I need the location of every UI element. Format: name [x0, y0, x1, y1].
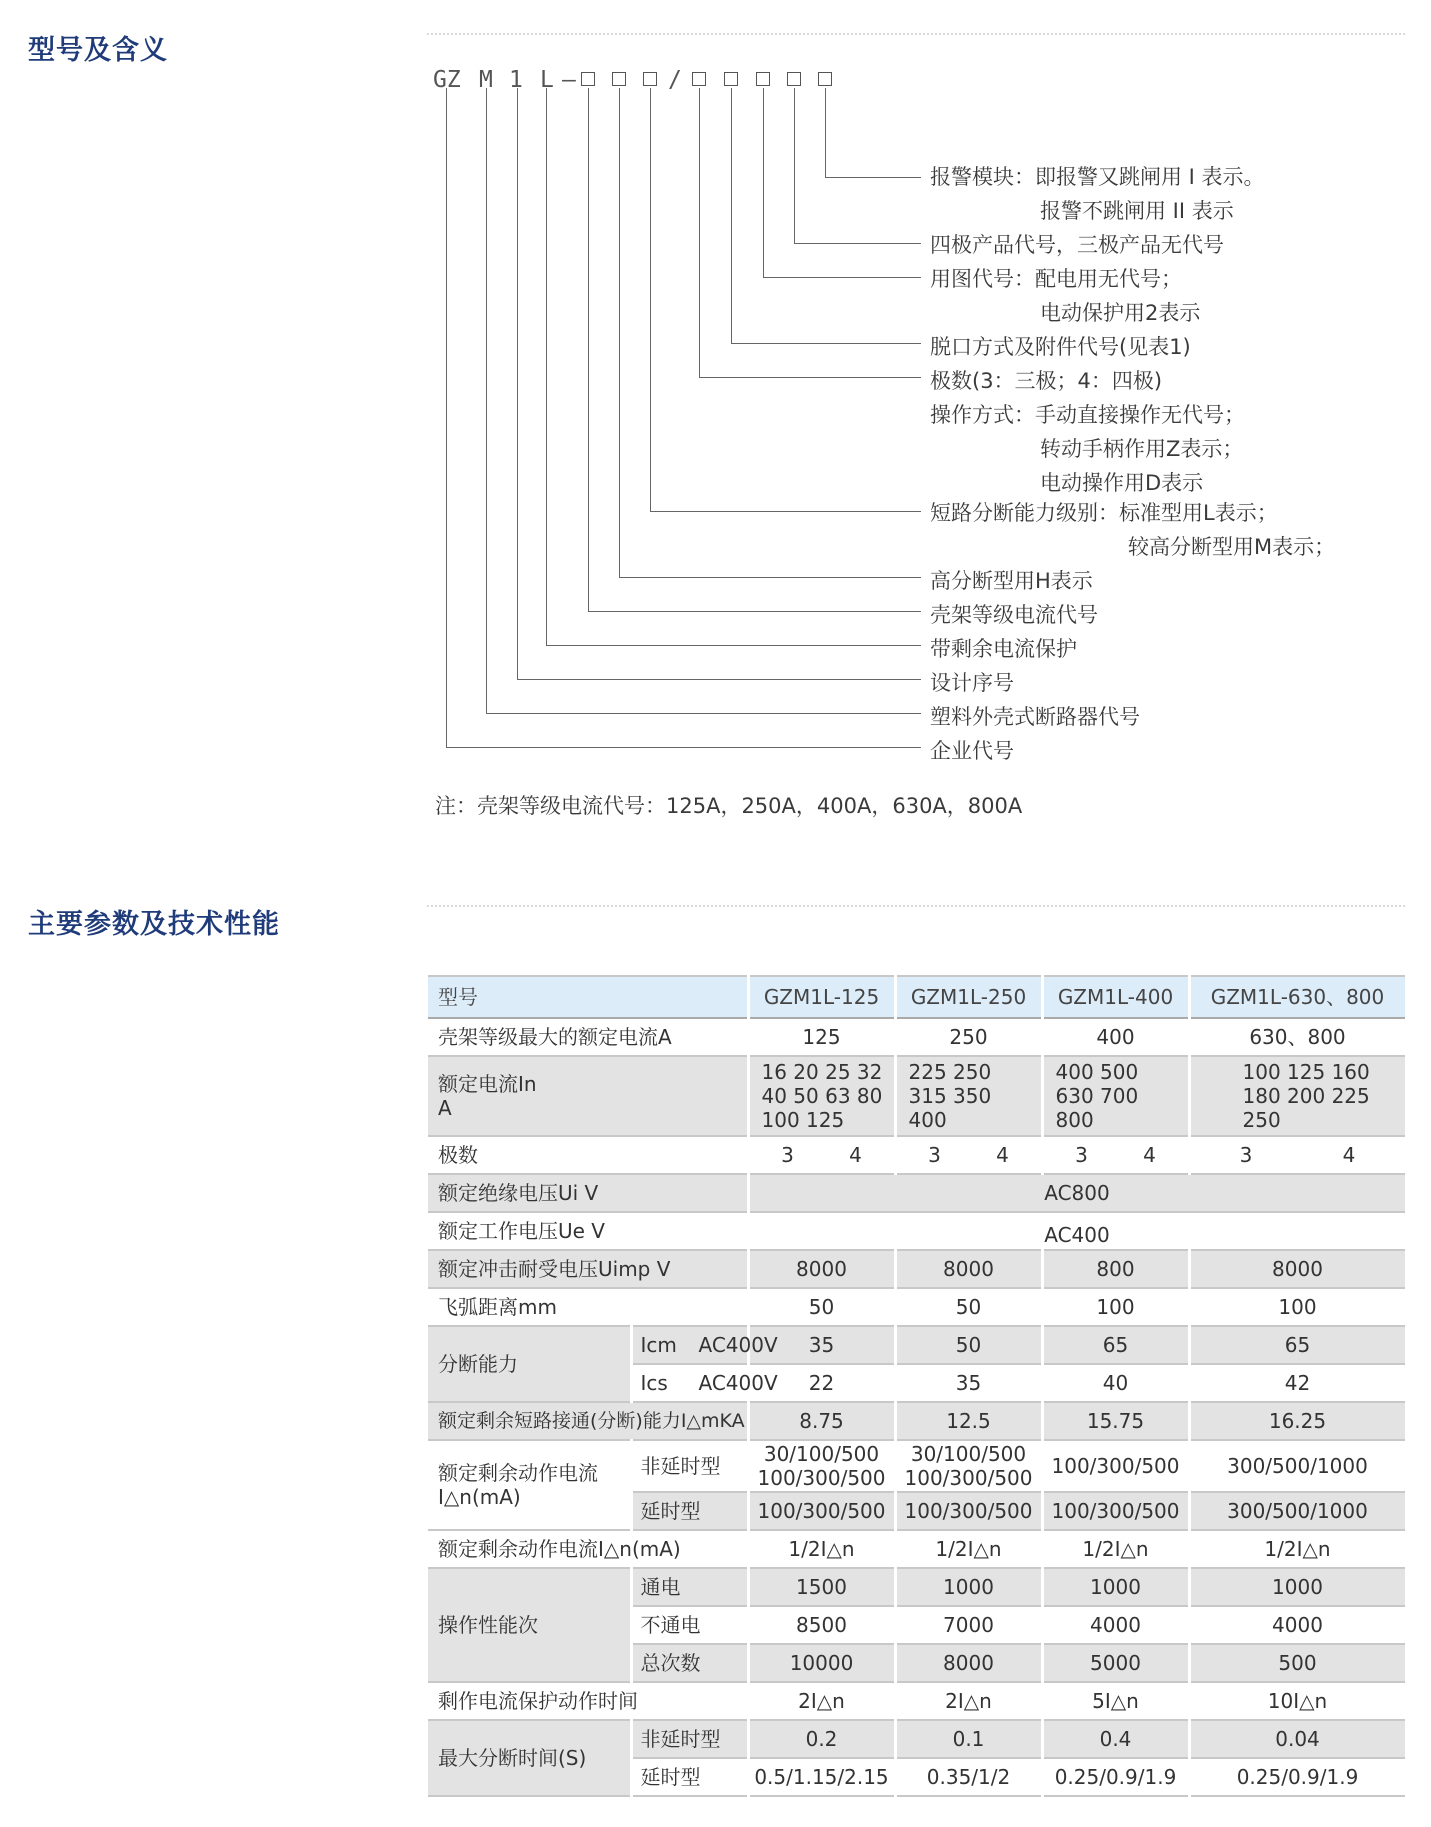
cell — [895, 1056, 1042, 1136]
code-box — [643, 72, 657, 86]
table-row — [428, 1288, 1406, 1326]
desc-main: 脱口方式及附件代号(见表1) — [930, 335, 1191, 359]
row-label: 飞弧距离mm — [428, 1288, 748, 1326]
row-label: 壳架等级最大的额定电流A — [428, 1018, 748, 1056]
pole-4: 4 — [996, 1143, 1009, 1167]
row-label: 额定绝缘电压Ui V — [428, 1174, 748, 1212]
model-code-diagram — [0, 0, 1431, 830]
row-label-line: 额定电流In — [438, 1072, 537, 1096]
cell: 8000 — [1189, 1250, 1406, 1288]
cell: 65 — [1042, 1326, 1189, 1364]
desc-main: 报警模块：即报警又跳闸用 I 表示。 — [930, 165, 1265, 189]
cell — [1189, 1136, 1406, 1174]
desc-sub: 转动手柄作用Z表示； — [1040, 437, 1244, 461]
table-row — [428, 1250, 1406, 1288]
cell: 0.04 — [1189, 1720, 1406, 1758]
cell: 12.5 — [895, 1402, 1042, 1440]
cell: 35 — [748, 1326, 895, 1364]
cell: 800 — [1042, 1250, 1189, 1288]
pole-3: 3 — [1075, 1143, 1088, 1167]
desc-operation — [930, 398, 1245, 500]
desc-usage-code — [930, 262, 1200, 330]
cell: 100/300/500 — [895, 1492, 1042, 1530]
cell: 400 — [1042, 1018, 1189, 1056]
pole-3: 3 — [781, 1143, 794, 1167]
note-frame-currents: 注：壳架等级电流代号：125A，250A，400A，630A，800A — [435, 794, 1023, 818]
sub-label: 延时型 — [631, 1492, 748, 1530]
code-char: L — [540, 67, 554, 93]
cell-line: 225 250 — [908, 1060, 992, 1084]
desc-main: 企业代号 — [930, 739, 1014, 763]
table-row — [428, 1568, 1406, 1606]
desc-sub: 电动操作用D表示 — [1040, 471, 1204, 495]
desc-main: 带剩余电流保护 — [930, 637, 1077, 661]
pole-3: 3 — [928, 1143, 941, 1167]
cell: 22 — [748, 1364, 895, 1402]
row-label-line: A — [438, 1096, 452, 1120]
header-col: GZM1L-125 — [748, 976, 895, 1018]
row-label: 额定冲击耐受电压Uimp V — [428, 1250, 748, 1288]
cell-line: 30/100/500 — [763, 1442, 880, 1466]
pole-4: 4 — [1143, 1143, 1156, 1167]
cell: 0.2 — [748, 1720, 895, 1758]
cell-line: 315 350 — [908, 1084, 992, 1108]
desc-breaking-class — [930, 496, 1335, 564]
cell: 2I△n — [748, 1682, 895, 1720]
cell: 250 — [895, 1018, 1042, 1056]
desc-mccb-code — [930, 700, 1140, 734]
desc-sub: 电动保护用2表示 — [1040, 301, 1201, 325]
cell-line: 180 200 225 — [1242, 1084, 1370, 1108]
row-label: 额定工作电压Ue V — [428, 1212, 748, 1250]
desc-release — [930, 330, 1191, 364]
cell: 65 — [1189, 1326, 1406, 1364]
cell: 1500 — [748, 1568, 895, 1606]
table-row — [428, 1530, 1406, 1568]
row-label — [428, 1440, 631, 1530]
cell: AC800 — [748, 1174, 1406, 1212]
table-row — [428, 1440, 1406, 1492]
cell — [895, 1136, 1042, 1174]
volt-label: AC400V — [698, 1333, 778, 1357]
code-box — [818, 72, 832, 86]
cell: 1000 — [1042, 1568, 1189, 1606]
cell — [1189, 1056, 1406, 1136]
sub-label: 不通电 — [631, 1606, 748, 1644]
cell: 1/2I△n — [748, 1530, 895, 1568]
row-label — [428, 1056, 748, 1136]
pole-4: 4 — [849, 1143, 862, 1167]
desc-main: 壳架等级电流代号 — [930, 603, 1098, 627]
cell: 8500 — [748, 1606, 895, 1644]
cell: 0.25/0.9/1.9 — [1042, 1758, 1189, 1796]
row-label-line: 额定剩余动作电流 — [438, 1461, 598, 1485]
code-char: M — [479, 67, 493, 93]
leader-line — [446, 88, 921, 748]
ics-label: Ics — [640, 1371, 668, 1395]
cell-line: 100 125 160 — [1242, 1060, 1370, 1084]
cell: 7000 — [895, 1606, 1042, 1644]
row-label-line: I△n(mA) — [438, 1485, 521, 1509]
spec-table — [428, 975, 1408, 1797]
table-row — [428, 1720, 1406, 1758]
desc-high-breaking — [930, 564, 1093, 598]
cell: 300/500/1000 — [1189, 1440, 1406, 1492]
table-row — [428, 1018, 1406, 1056]
pole-3: 3 — [1239, 1143, 1253, 1167]
cell: AC400 — [748, 1212, 1406, 1250]
row-label: 额定剩余短路接通(分断)能力I△mKA — [428, 1402, 748, 1440]
desc-design-no — [930, 666, 1014, 700]
cell-line: 16 20 25 32 — [761, 1060, 883, 1084]
cell-line: 630 700 — [1055, 1084, 1139, 1108]
cell-line: 40 50 63 80 — [761, 1084, 883, 1108]
cell-line: 800 — [1055, 1108, 1094, 1132]
header-col: GZM1L-630、800 — [1189, 976, 1406, 1018]
desc-main: 设计序号 — [930, 671, 1014, 695]
cell: 125 — [748, 1018, 895, 1056]
cell: 0.1 — [895, 1720, 1042, 1758]
code-slash: / — [668, 67, 682, 93]
sub-label: 通电 — [631, 1568, 748, 1606]
cell: 1000 — [1189, 1568, 1406, 1606]
icm-label: Icm — [640, 1333, 677, 1357]
pole-4: 4 — [1342, 1143, 1356, 1167]
table-row — [428, 1136, 1406, 1174]
cell: 35 — [895, 1364, 1042, 1402]
row-label: 操作性能次 — [428, 1568, 631, 1682]
cell: 8000 — [748, 1250, 895, 1288]
desc-residual — [930, 632, 1077, 666]
row-label: 最大分断时间(S) — [428, 1720, 631, 1796]
cell: 50 — [895, 1326, 1042, 1364]
cell: 5I△n — [1042, 1682, 1189, 1720]
cell: 40 — [1042, 1364, 1189, 1402]
cell: 100/300/500 — [1042, 1492, 1189, 1530]
code-char: – — [562, 67, 576, 93]
cell: 0.35/1/2 — [895, 1758, 1042, 1796]
desc-main: 操作方式：手动直接操作无代号； — [930, 403, 1245, 427]
cell-line: 400 500 — [1055, 1060, 1139, 1084]
table-row — [428, 1326, 1406, 1364]
cell — [748, 1056, 895, 1136]
cell: 8000 — [895, 1644, 1042, 1682]
cell — [895, 1440, 1042, 1492]
cell-line: 250 — [1242, 1108, 1281, 1132]
cell-line: 400 — [908, 1108, 947, 1132]
row-label: 分断能力 — [428, 1326, 631, 1402]
cell: 2I△n — [895, 1682, 1042, 1720]
cell: 100/300/500 — [748, 1492, 895, 1530]
section-title-model: 型号及含义 — [28, 35, 168, 66]
cell: 100 — [1189, 1288, 1406, 1326]
sub-label: 非延时型 — [631, 1440, 748, 1492]
cell — [748, 1440, 895, 1492]
cell: 1/2I△n — [1042, 1530, 1189, 1568]
table-header-row — [428, 976, 1406, 1018]
code-box — [692, 72, 706, 86]
table-row — [428, 1056, 1406, 1136]
row-label: 额定剩余动作电流I△n(mA) — [428, 1530, 748, 1568]
row-label: 剩作电流保护动作时间 — [428, 1682, 748, 1720]
code-char: 1 — [509, 67, 523, 93]
table-row — [428, 1212, 1406, 1250]
cell — [748, 1136, 895, 1174]
code-box — [787, 72, 801, 86]
cell: 1000 — [895, 1568, 1042, 1606]
code-box — [581, 72, 595, 86]
cell-line: 100/300/500 — [757, 1466, 886, 1490]
cell: 15.75 — [1042, 1402, 1189, 1440]
cell: 0.4 — [1042, 1720, 1189, 1758]
desc-main: 塑料外壳式断路器代号 — [930, 705, 1140, 729]
table-row — [428, 1174, 1406, 1212]
cell: 0.5/1.15/2.15 — [748, 1758, 895, 1796]
cell: 1/2I△n — [1189, 1530, 1406, 1568]
cell: 8000 — [895, 1250, 1042, 1288]
cell: 5000 — [1042, 1644, 1189, 1682]
sub-label: 非延时型 — [631, 1720, 748, 1758]
sub-label — [631, 1326, 778, 1364]
header-col: GZM1L-400 — [1042, 976, 1189, 1018]
desc-sub: 较高分断型用M表示； — [1128, 535, 1336, 559]
cell: 1/2I△n — [895, 1530, 1042, 1568]
desc-company-code — [930, 734, 1014, 768]
cell-line: 30/100/500 — [910, 1442, 1027, 1466]
cell: 4000 — [1189, 1606, 1406, 1644]
cell: 10I△n — [1189, 1682, 1406, 1720]
table-row — [428, 1682, 1406, 1720]
desc-poles — [930, 364, 1162, 398]
code-box — [724, 72, 738, 86]
code-box — [612, 72, 626, 86]
cell: 50 — [748, 1288, 895, 1326]
sub-label: 总次数 — [631, 1644, 748, 1682]
divider — [427, 905, 1405, 907]
volt-label: AC400V — [698, 1371, 778, 1395]
desc-main: 短路分断能力级别：标准型用L表示； — [930, 501, 1278, 525]
code-box — [756, 72, 770, 86]
cell: 16.25 — [1189, 1402, 1406, 1440]
cell-line: 100 125 — [761, 1108, 845, 1132]
desc-main: 四极产品代号，三极产品无代号 — [930, 233, 1224, 257]
cell: 8.75 — [748, 1402, 895, 1440]
cell: 42 — [1189, 1364, 1406, 1402]
cell: 500 — [1189, 1644, 1406, 1682]
section-title-specs: 主要参数及技术性能 — [28, 909, 280, 940]
desc-main: 用图代号：配电用无代号； — [930, 267, 1182, 291]
cell: 100 — [1042, 1288, 1189, 1326]
header-model: 型号 — [428, 976, 748, 1018]
desc-four-pole — [930, 228, 1224, 262]
cell — [1042, 1136, 1189, 1174]
cell: 4000 — [1042, 1606, 1189, 1644]
desc-sub: 报警不跳闸用 II 表示 — [1040, 199, 1234, 223]
code-char: GZ — [433, 67, 461, 93]
sub-label: 延时型 — [631, 1758, 748, 1796]
header-col: GZM1L-250 — [895, 976, 1042, 1018]
cell: 630、800 — [1189, 1018, 1406, 1056]
table-row — [428, 1402, 1406, 1440]
cell: 300/500/1000 — [1189, 1492, 1406, 1530]
desc-alarm — [930, 160, 1265, 228]
cell: 0.25/0.9/1.9 — [1189, 1758, 1406, 1796]
cell: 100/300/500 — [1042, 1440, 1189, 1492]
cell: 50 — [895, 1288, 1042, 1326]
cell — [1042, 1056, 1189, 1136]
desc-main: 高分断型用H表示 — [930, 569, 1093, 593]
sub-label — [631, 1364, 778, 1402]
cell-line: 100/300/500 — [904, 1466, 1033, 1490]
desc-main: 极数(3：三极；4：四极) — [930, 369, 1163, 393]
cell: 10000 — [748, 1644, 895, 1682]
desc-frame-current — [930, 598, 1098, 632]
row-label: 极数 — [428, 1136, 748, 1174]
